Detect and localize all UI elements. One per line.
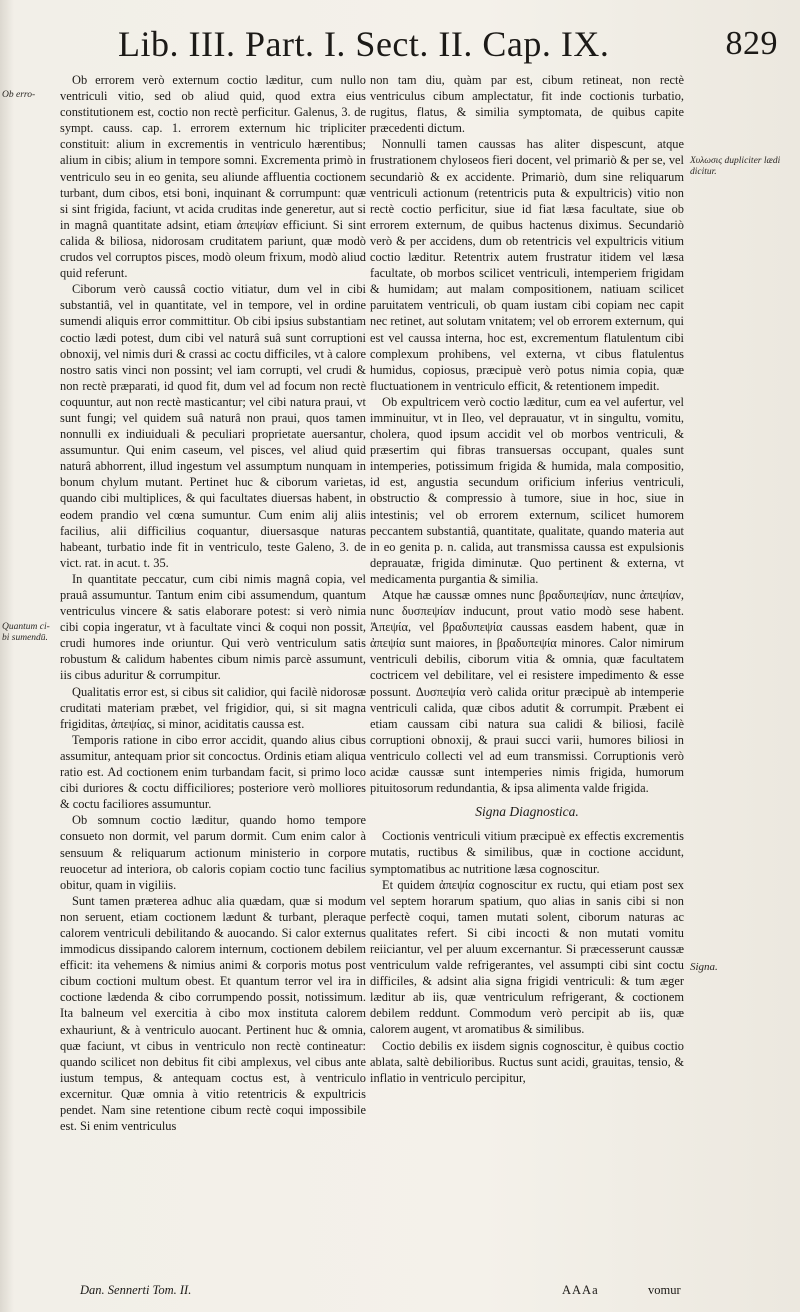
paragraph: Qualitatis error est, si cibus sit calidior, qui facilè nidorosæ cruditati materiam præbet, vel frigidior, qui, si sit magna frigiditas, ἀπεψίας, si minor, aciditatis caussa est. bbox=[60, 684, 366, 731]
section-heading: Signa Diagnostica. bbox=[475, 804, 579, 820]
paragraph: Ciborum verò caussâ coctio vitiatur, dum vel in cibi substantiâ, vel in quantitate, vel in tempore, vel in ordine sumendi aliquis error committitur. Ob cibi ipsius substantiam coctio lædi potest, dum cibi vel naturâ suâ sunt corruptioni obnoxij, vel nimis duri & crassi ac coctu difficiles, vt à calore nostro satis vinci non possint; vel iam corrupti, vel crudi & non rectè præparati, id quod fit, dum vel ad focum non rectè coquuntur, aut non rectè masticantur; vel cibi natura praui, vt sunt fungi; vel quidem suâ naturâ non praui, quos tamen nonnulli ex indiuiduali & peculiari proprietate auersantur, assumuntur. Qui enim caseum, vel pisces, vel aliud quid naturâ abhorrent, illud ingestum vel assumptum nunquam in bonum chylum mutant. Pertinet huc & ciborum varietas, quando cibi multiplices, & qui facultates diuersas habent, in eodem prandio vel cœna sumuntur. Cum enim alij aliis facilius, alii difficilius coquantur, diuersasque naturas habeant, turbatio inde fit in ventriculo, teste Galeno, 3. de vict. rat. in acut. t. 35. bbox=[60, 282, 366, 570]
paragraph: In quantitate peccatur, cum cibi nimis magnâ copia, vel prauâ assumuntur. Tantum enim cibi assumendum, quantum ventriculus vincere & satis elaborare potest: si verò nimia cibi copia ingeratur, vt à facultate vinci & coqui non possit, crudi humores inde oriuntur. Qui verò ventriculum satis robustum & calidum habentes cibum nimis parcè assumunt, iis cibus aduritur & corrumpitur. bbox=[60, 571, 366, 683]
paragraph: Coctionis ventriculi vitium præcipuè ex effectis excrementis mutatis, ructibus & similibus, quæ in coctione accidunt, symptomatibus ac nutritione læsa cognoscitur. bbox=[370, 829, 684, 876]
catchword: vomur bbox=[648, 1283, 681, 1297]
paragraph: Coctio debilis ex iisdem signis cognoscitur, è quibus coctio ablata, saltè debilioribus. Ructus sunt acidi, grauitas, tensio, & inflatio in ventriculo percipitur, bbox=[370, 1038, 684, 1085]
paragraph: Atque hæ caussæ omnes nunc βραδυπεψίαν, nunc ἀπεψίαν, nunc δυσπεψίαν inducunt, prout vatio modò sese habent. Ἀπεψία, vel βραδυπεψία caussas easdem habent, quæ in ἀπεψία sunt maiores, in βραδυπεψία minores. Calor nimirum ventriculi debilis, ciborum vitia & omnia, quæ facultatem coctricem vel debilitare, vel ei resistere impedimento & esse possunt. Δυσπεψία verò calida oritur præcipuè ab intemperie ventriculi calida, quæ cibos adutit & corrumpit. Præbent ei etiam caussam cibi natura sua calidi & biliosi, facilè corruptioni obnoxij, & praui succi varii, humores biliosi in ventriculo collecti vel ad eum transmissi. Corruptionis verò acidæ caussæ sunt intemperies nimis frigida, humorum pituitosorum redundantia, & ipsa alimenta valde frigida. bbox=[370, 588, 684, 796]
paragraph: Ob expultricem verò coctio læditur, cum ea vel aufertur, vel imminuitur, vt in Ileo, vel deprauatur, vt in singultu, vomitu, cholera, quod ipsum accidit vel ob morbos ventriculi, & præsertim qui fibras transuersas occupant, quales sunt intemperies, potissimum frigida & humida, mala compositio, id est, angustia secundum orificium inferius ventriculi, obstructio & compressio à tumore, siue in hoc, siue in intestinis; vel ob errorem externum, scilicet humorem peccantem substantiâ, quantitate, qualitate, quando materia aut in eo genita p. n. calida, aut transmissa caussa est expulsionis deprauatæ, frigida diminutæ. Quo pertinent & externa, vt medicamenta purgantia & similia. bbox=[370, 394, 684, 586]
margin-note-right-signa: Signa. bbox=[690, 961, 718, 973]
running-title: Lib. III. Part. I. Sect. II. Cap. IX. bbox=[118, 24, 610, 64]
right-column bbox=[370, 72, 684, 1086]
footer-author: Dan. Sennerti Tom. II. bbox=[80, 1283, 192, 1297]
running-header bbox=[118, 18, 788, 70]
paragraph: Ob somnum coctio læditur, quando homo tempore consueto non dormit, vel parum dormit. Cum enim calor à sensuum & reliquarum actionum ministerio in corpore reuocetur ad interiora, ob caloris copiam coctio tunc facilius obitur, quam in vigiliis. bbox=[60, 813, 366, 892]
paragraph: Sunt tamen præterea adhuc alia quædam, quæ si modum non seruent, etiam coctionem lædunt & turbant, pleraque calorem ventriculi debilitando & auocando. Si calor externus immodicus dissipando calorem internum, coctionem debilem efficit: ita vehemens & nimius animi & corporis motus post cibum coctioni multum obest. Et quantum terror vel ira in coctione lædenda & cibo corrumpendo possit, notissimum. Ita balneum vel exercitia à cibo mox instituta calorem exhauriunt, & à ventriculo auocant. Pertinent huc & omnia, quæ faciunt, vt cibus in ventriculo non rectè contineatur: quando scilicet non debitus fit cibi amplexus, vel cibus ante iustum tempus, & antequam coctus est, à ventriculo excernitur. Quæ omnia à vitio retentricis & expultricis pendet. Nam sine retentione cibum rectè coqui impossibile est. Si enim ventriculus bbox=[60, 893, 366, 1134]
signature-mark: AAAa bbox=[562, 1283, 599, 1297]
margin-note-left-top: Ob erro- bbox=[2, 90, 36, 100]
paragraph: Nonnulli tamen caussas has aliter dispescunt, atque frustrationem chyloseos fieri docent, vel primariò & per se, vel secundariò & ex accidente. Primariò, dum sine reliquarum ventriculi actionum (retentricis puta & expultricis) vitio non rectè coctio perficitur, siue id fiat læsa facultate, siue ob errorem externum, de quibus hactenus diximus. Secundariò verò & per accidens, dum ob retentricis vel expultricis vitium coctio læditur. Retentrix autem frustratur itidem vel læsa facultate, ob morbos scilicet ventriculi, intemperiem frigidam & humidam; aut malam compositionem, natiuam scilicet paruitatem ventriculi, ob quam iustam cibi copiam nec capit nec retinet, aut solutam vnitatem; vel ob errorem externum, qui est vel caussa interna, hoc est, excrementum flatulentum cibi complexum prohibens, vel externa, vt cibus flatulentus humidus, copiosus, præcipuè verò potus nimia copia, quæ fluctuationem in ventriculo efficit, & retentionem impedit. bbox=[370, 137, 684, 393]
paragraph: Et quidem ἀπεψία cognoscitur ex ructu, qui etiam post sex vel septem horarum spatium, quo alias in sanis cibi si non perfectè coqui, tamen mutati solent, ciborum naturas ac qualitates refert. Si cibi incocti & non mutati vomitu reiiciantur, vel per aluum excernantur. Si præcesserunt caussæ ventriculum valde refrigerantes, vel assumpti cibi sint coctu difficiles, & adsint alia signa frigidi ventriculi: & tum æger læditur ab iis, quæ ventriculum refrigerant, & coctionem debilem reddunt. Commodum verò percipit ab iis, quæ calorem augent, vt aromatibus & similibus. bbox=[370, 877, 684, 1037]
page-number: 829 bbox=[725, 25, 778, 62]
left-column bbox=[60, 72, 366, 1134]
paragraph: Temporis ratione in cibo error accidit, quando alius cibus assumitur, antequam prior sit concoctus. Ordinis etiam aliqua ratio est. Ad coctionem enim turbandam facit, si primo loco cibi duriores & coctu difficiliores; posteriore verò molliores & coctu faciliores assumuntur. bbox=[60, 732, 366, 812]
paragraph: Ob errorem verò externum coctio læditur, cum nullo ventriculi vitio, sed ob aliud quid, quod extra eius constitutionem est, coctio non rectè perficitur. Galenus, 3. de sympt. causs. cap. 1. errorem externum hic tripliciter constituit: alium in excrementis in ventriculo hærentibus; alium in cibis; alium in tempore somni. Excrementa primò in ventriculo seu in eo genita, seu aliunde affluentia coctionem turbant, dum cibos, etsi boni, inquinant & corrumpunt: quæ si sint frigida, faciunt, vt acida cruditas inde generetur, aut si in magnâ quantitate adsint, etiam ἀπεψίαν efficiunt. Si sint calida & biliosa, nidorosam cruditatem pariunt, quæ modò crudos vel corruptos pisces, modò oleum frixum, modò aliud quid referunt. bbox=[60, 73, 366, 281]
margin-note-left-quantity: Quantum ci-bi sumendū. bbox=[2, 622, 50, 643]
margin-note-right-chylosis: Χυλωσις dupliciter lædi dicitur. bbox=[690, 156, 781, 177]
paragraph: non tam diu, quàm par est, cibum retineat, non rectè ventriculus cibum amplectatur, fit inde coctionis turbatio, rugitus, flatus, & similia symptomata, de quibus capite præcedenti dictum. bbox=[370, 73, 684, 136]
